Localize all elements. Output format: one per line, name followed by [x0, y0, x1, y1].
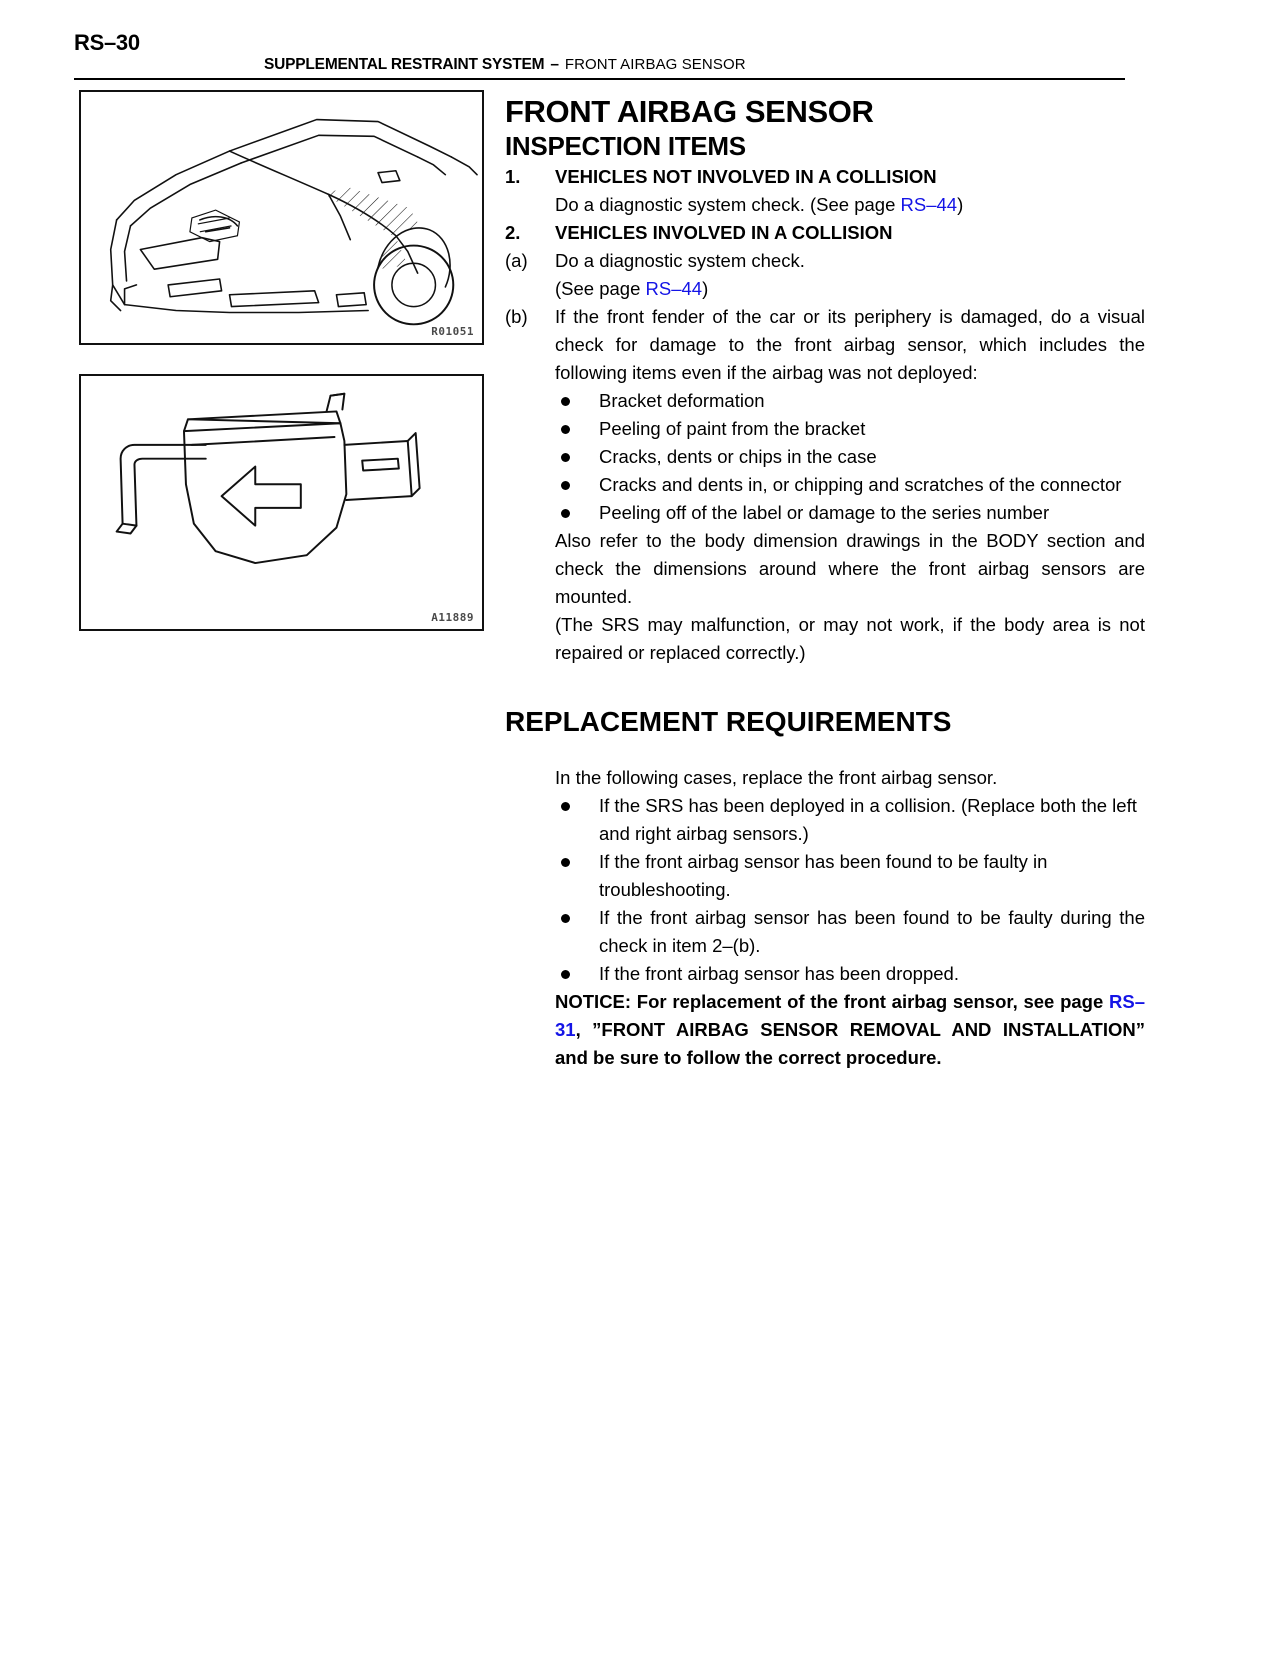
replacement-bullet-text: If the front airbag sensor has been found to be faulty in troubleshooting. [599, 850, 1048, 900]
header-component-title: FRONT AIRBAG SENSOR [564, 56, 746, 73]
damage-bullet-text: Peeling of paint from the bracket [599, 418, 866, 440]
item-2b-body: If the front fender of the car or its periphery is damaged, do a visual check for damage to the front airbag sensor, which includes the following items even if the airbag was not deployed: [555, 306, 1145, 384]
damage-bullet-item [555, 471, 1145, 499]
damage-bullet-text: Cracks, dents or chips in the case [599, 446, 877, 468]
item-1-text-suffix: ) [957, 194, 964, 216]
item-2a-body [555, 247, 1145, 303]
item-2a-line2-prefix: (See page [555, 278, 646, 300]
inspection-item-2b [505, 303, 1145, 387]
item-2-heading: VEHICLES INVOLVED IN A COLLISION [555, 222, 893, 244]
figure-id-label: R01051 [431, 325, 474, 338]
item-2-marker: 2. [505, 222, 521, 244]
item-2a-line1: Do a diagnostic system check. [555, 250, 805, 272]
damage-bullet-item [555, 443, 1145, 471]
header-separator: – [550, 56, 559, 73]
replacement-bullet-item [555, 904, 1145, 960]
notice-suffix: , ”FRONT AIRBAG SENSOR REMOVAL AND INSTALLATION” and be sure to follow the correct procedure. [555, 1018, 1145, 1068]
replacement-bullet-item [555, 848, 1145, 904]
item-2a-line2-suffix: ) [702, 278, 709, 300]
replacement-bullet-text: If the front airbag sensor has been dropped. [599, 962, 959, 984]
damage-bullet-text: Bracket deformation [599, 390, 765, 412]
replacement-bullet-text: If the SRS has been deployed in a collision. (Replace both the left and right airbag sensors.) [599, 794, 1137, 844]
inspection-item-1 [505, 163, 1145, 191]
damage-bullet-text: Peeling off of the label or damage to the series number [599, 502, 1050, 524]
item-1-heading: VEHICLES NOT INVOLVED IN A COLLISION [555, 166, 937, 188]
replacement-requirements-heading: REPLACEMENT REQUIREMENTS [505, 706, 952, 738]
replacement-bullet-item [555, 792, 1145, 848]
srs-malfunction-note: (The SRS may malfunction, or may not work, if the body area is not repaired or replaced correctly.) [555, 614, 1145, 664]
body-dimension-note: Also refer to the body dimension drawings in the BODY section and check the dimensions around where the front airbag sensors are mounted. [555, 530, 1145, 608]
item-2b-marker: (b) [505, 306, 528, 328]
damage-bullet-item [555, 387, 1145, 415]
item-1-text-prefix: Do a diagnostic system check. (See page [555, 194, 901, 216]
damage-bullet-item [555, 415, 1145, 443]
replacement-bullet-item [555, 960, 1145, 988]
page-number: RS–30 [74, 30, 140, 55]
damage-bullet-item [555, 499, 1145, 527]
inspection-item-2a [505, 247, 1145, 303]
page-link-rs31[interactable]: RS–31 [555, 990, 1145, 1040]
header-system-title: SUPPLEMENTAL RESTRAINT SYSTEM [264, 56, 545, 73]
car-illustration [81, 92, 482, 343]
sensor-illustration [81, 376, 482, 629]
notice-block [555, 988, 1145, 1072]
inspection-items-heading: INSPECTION ITEMS [505, 131, 746, 162]
page-link-rs44[interactable]: RS–44 [645, 278, 703, 300]
figure-front-airbag-sensor-detail [79, 374, 484, 631]
page-header-title [264, 56, 746, 74]
item-2a-line2 [555, 275, 1145, 303]
replacement-intro: In the following cases, replace the front airbag sensor. [555, 766, 998, 788]
item-2a-marker: (a) [505, 250, 528, 272]
item-1-body [555, 191, 1145, 219]
damage-bullet-text: Cracks and dents in, or chipping and scratches of the connector [599, 474, 1122, 496]
page-title: FRONT AIRBAG SENSOR [505, 94, 874, 129]
notice-prefix: NOTICE: For replacement of the front airbag sensor, see page [555, 990, 1109, 1012]
figure-front-fender-sensor-location [79, 90, 484, 345]
replacement-bullet-text: If the front airbag sensor has been found to be faulty during the check in item 2–(b). [599, 906, 1145, 956]
content-column [505, 95, 1145, 1072]
inspection-item-2 [505, 219, 1145, 247]
page-link-rs44[interactable]: RS–44 [900, 194, 958, 216]
item-1-marker: 1. [505, 166, 521, 188]
header-divider [74, 78, 1125, 80]
figure-id-label: A11889 [431, 611, 474, 624]
